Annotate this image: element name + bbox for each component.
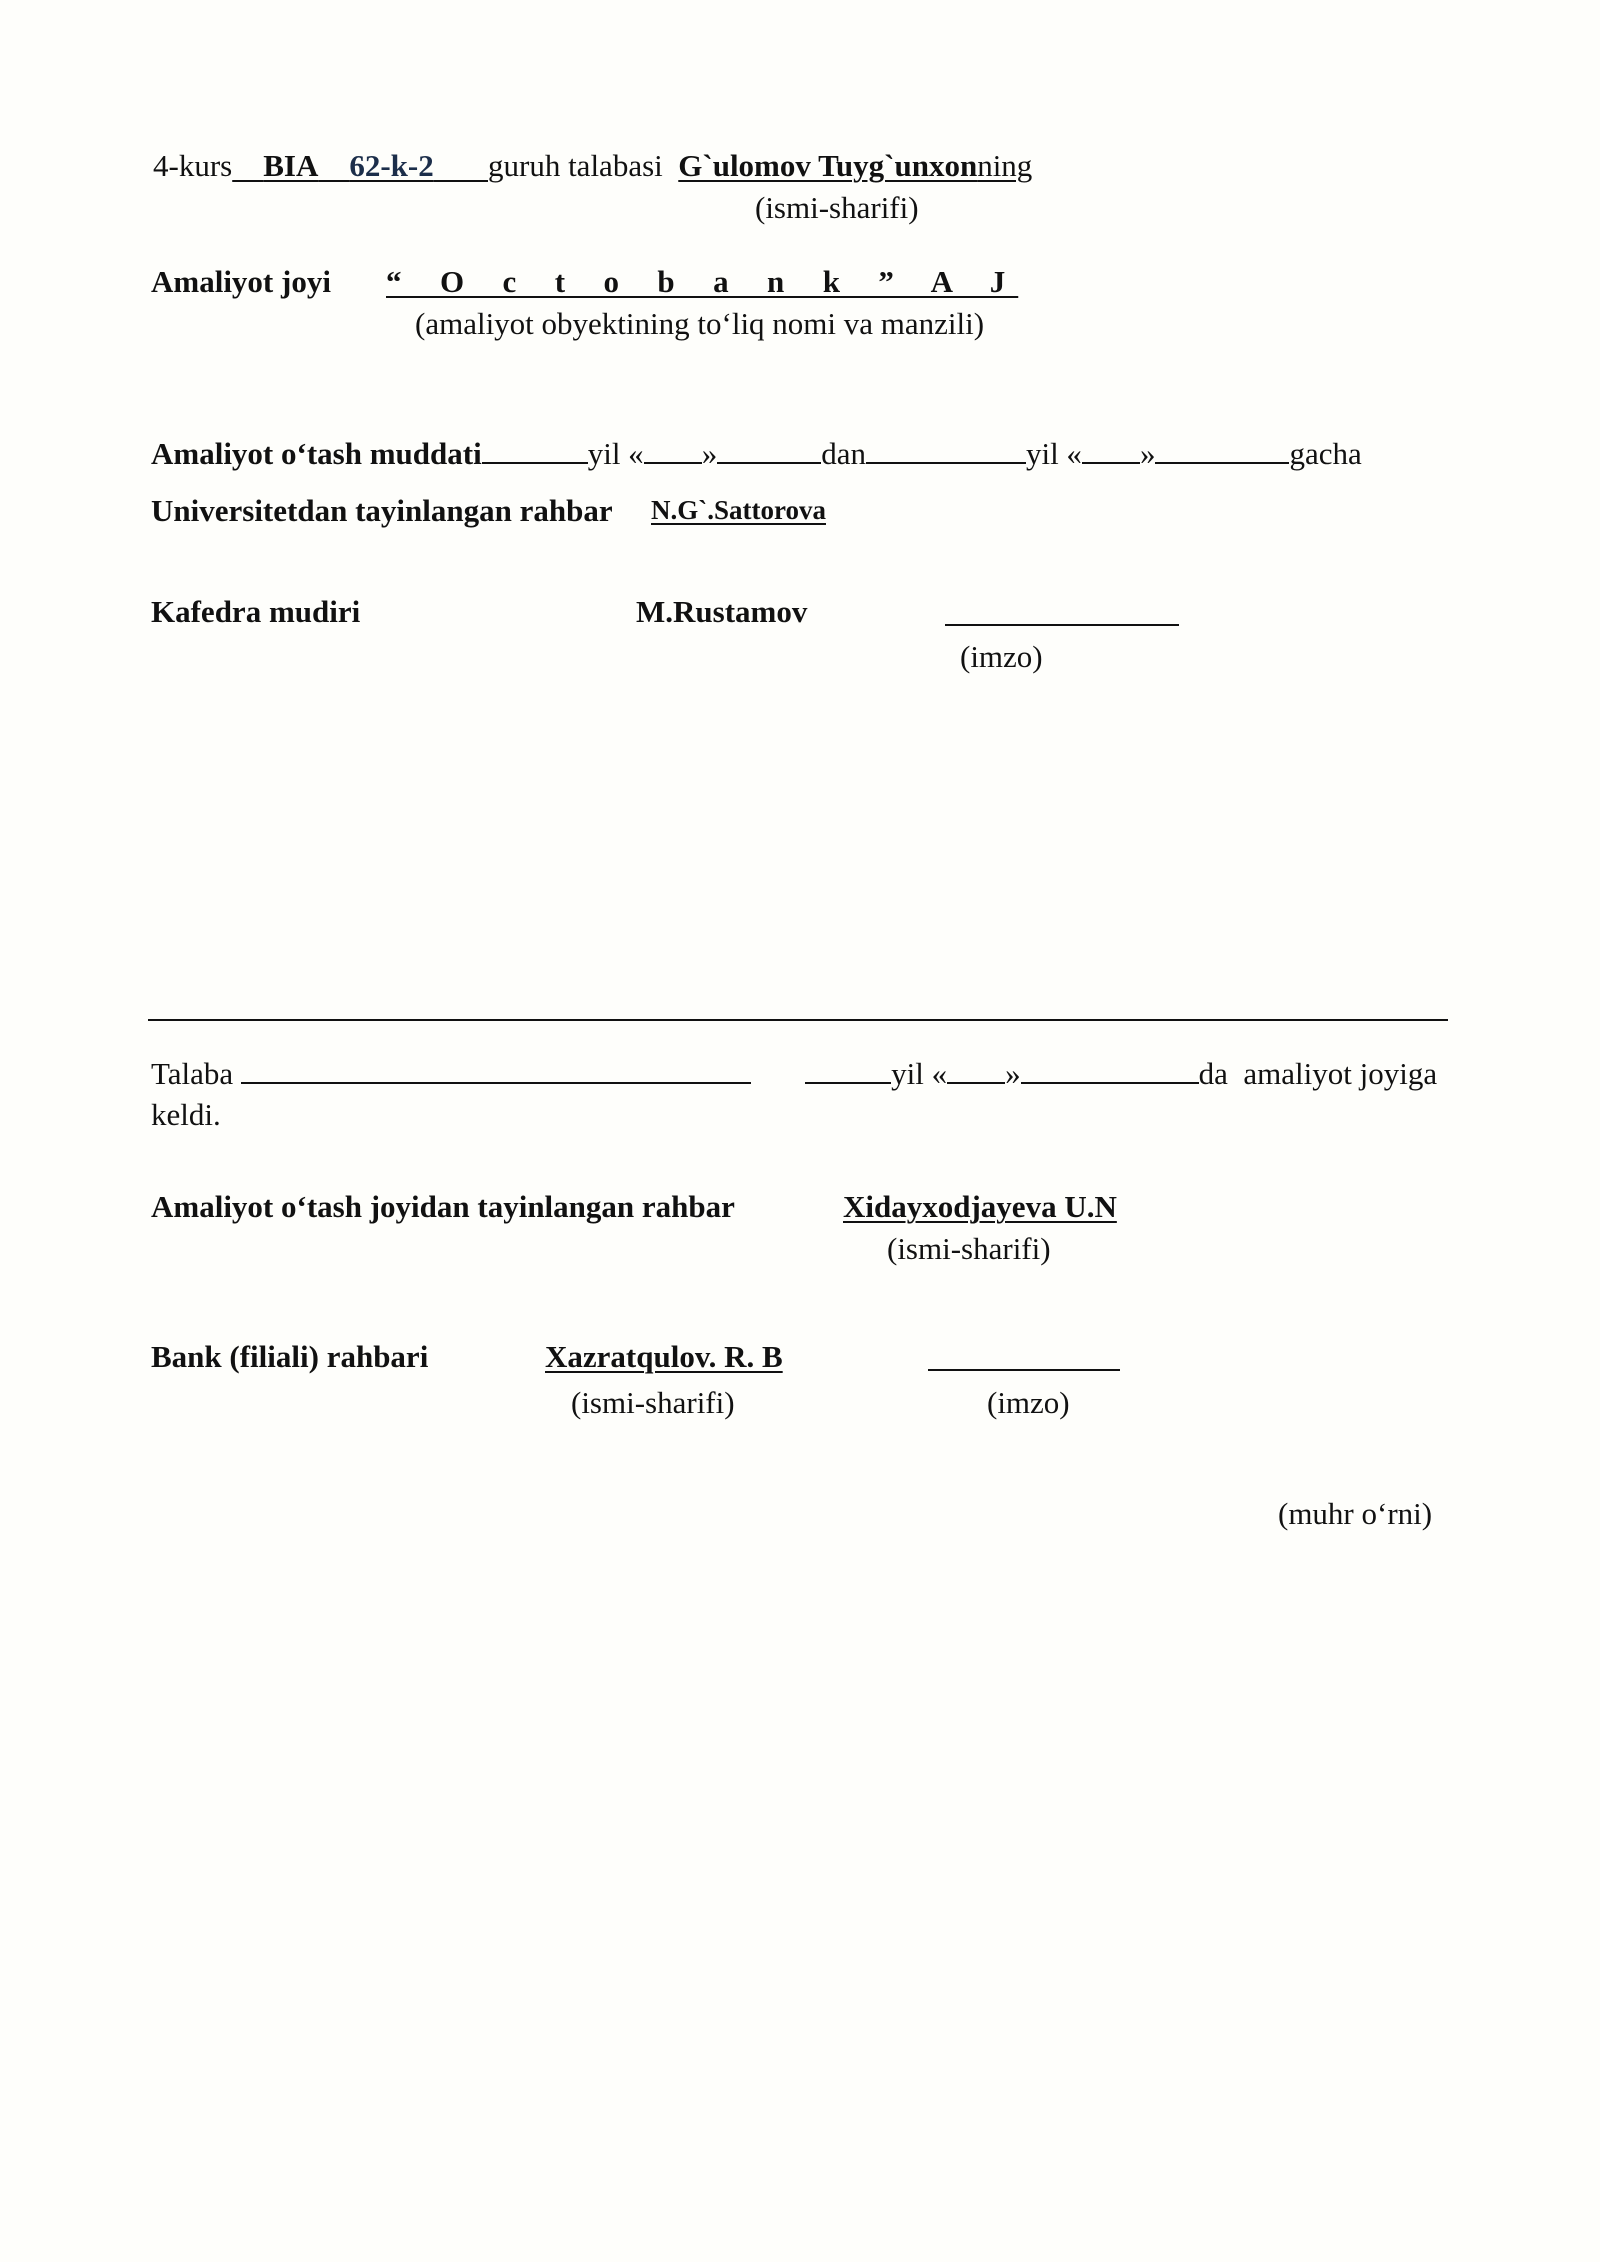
- student-suffix: ning: [977, 148, 1033, 183]
- arrival-year-blank: [805, 1081, 891, 1084]
- arrival-keldi: keldi.: [151, 1097, 221, 1132]
- arrival-close: »: [1005, 1056, 1021, 1091]
- department-head-label: Kafedra mudiri: [151, 594, 361, 629]
- stamp-caption: (muhr o‘rni): [1278, 1496, 1433, 1531]
- duration-year-start-blank: [482, 461, 588, 464]
- bank-head-name-caption: (ismi-sharifi): [571, 1385, 735, 1420]
- group-code: 62-k-2: [349, 148, 434, 183]
- duration-day-end-blank: [1082, 461, 1140, 464]
- department-head-name: M.Rustamov: [636, 594, 808, 629]
- student-name-caption: (ismi-sharifi): [755, 190, 919, 225]
- arrival-day-blank: [947, 1081, 1005, 1084]
- bank-head-signature-line: [928, 1369, 1120, 1371]
- bank-head-name: Xazratqulov. R. B: [545, 1339, 783, 1374]
- site-supervisor-name: Xidayxodjayeva U.N: [843, 1189, 1117, 1224]
- course-label: 4-kurs: [153, 148, 233, 183]
- arrival-rest: amaliyot joyiga: [1243, 1056, 1438, 1091]
- student-name-wrap: [678, 148, 1032, 183]
- group-prefix: BIA 62-k-2: [263, 148, 434, 183]
- arrival-line: [151, 1058, 1437, 1089]
- duration-day-start-blank: [644, 461, 702, 464]
- arrival-student-name-blank: [241, 1081, 751, 1084]
- duration-yil-end: yil «: [1025, 436, 1082, 471]
- department-head-signature-line: [945, 624, 1179, 626]
- duration-yil-start: yil «: [587, 436, 644, 471]
- duration-label: Amaliyot o‘tash muddati: [151, 436, 482, 471]
- duration-dan: dan: [821, 436, 866, 471]
- section-divider: [148, 1019, 1448, 1021]
- duration-close-end: »: [1139, 436, 1156, 471]
- header-line: [153, 150, 1032, 181]
- department-head-signature-caption: (imzo): [960, 639, 1043, 674]
- university-supervisor-label: Universitetdan tayinlangan rahbar: [151, 493, 613, 528]
- group-label: guruh talabasi: [488, 148, 663, 183]
- site-supervisor-caption: (ismi-sharifi): [887, 1231, 1051, 1266]
- university-supervisor-name: N.G`.Sattorova: [651, 495, 826, 525]
- duration-close-start: »: [701, 436, 718, 471]
- duration-line: [151, 438, 1362, 469]
- duration-month-end-blank: [1155, 461, 1289, 464]
- duration-year-end-blank: [866, 461, 1026, 464]
- arrival-talaba-label: Talaba: [151, 1056, 234, 1091]
- duration-month-start-blank: [717, 461, 821, 464]
- site-supervisor-label: Amaliyot o‘tash joyidan tayinlangan rahbar: [151, 1189, 735, 1224]
- place-caption: (amaliyot obyektining to‘liq nomi va manzili): [415, 306, 985, 341]
- student-name: G`ulomov Tuyg`unxon: [678, 148, 978, 183]
- place-label: Amaliyot joyi: [151, 264, 331, 299]
- arrival-month-blank: [1021, 1081, 1199, 1084]
- arrival-da: da: [1198, 1056, 1228, 1091]
- place-value: “ O c t o b a n k ” A J: [386, 264, 1019, 299]
- bank-head-label: Bank (filiali) rahbari: [151, 1339, 429, 1374]
- duration-gacha: gacha: [1289, 436, 1362, 471]
- bank-head-signature-caption: (imzo): [987, 1385, 1070, 1420]
- arrival-yil: yil «: [891, 1056, 948, 1091]
